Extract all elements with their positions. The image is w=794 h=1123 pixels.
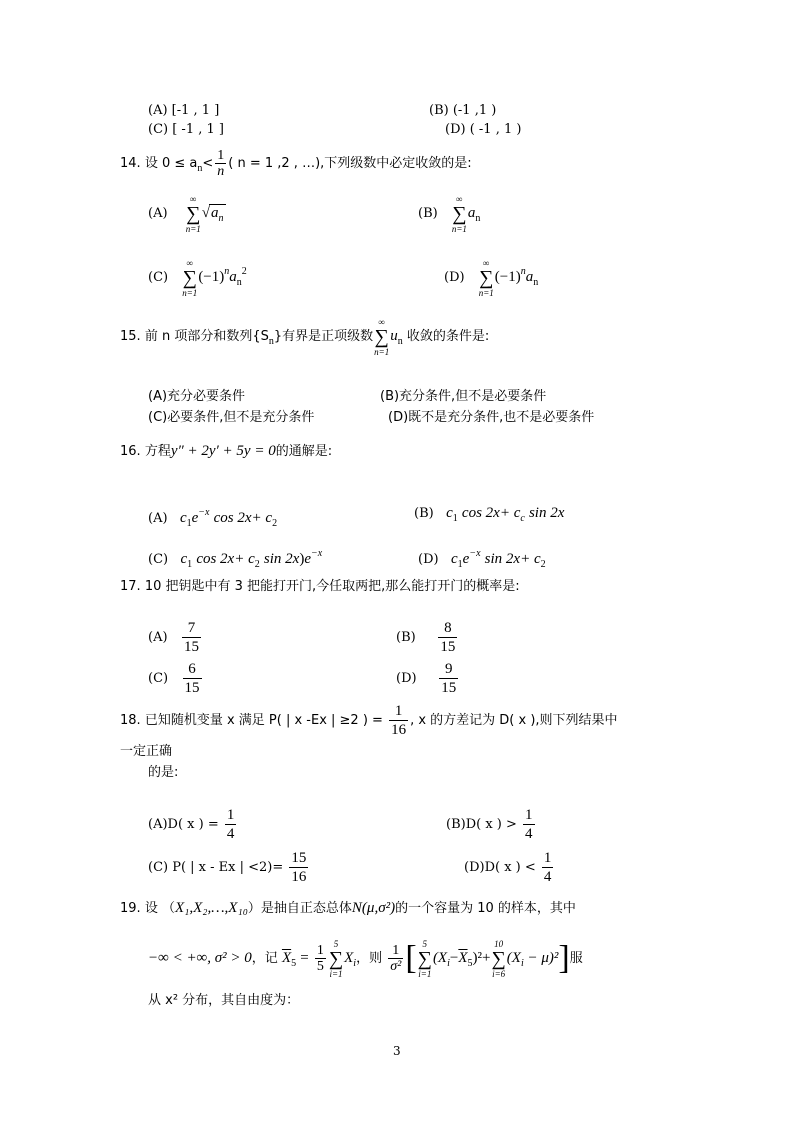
q18-option-c: (C) P( | x - Ex | <2)= $\frac{15}{16}$ — [148, 850, 307, 885]
q18-option-b: (B)D( x ) > $\frac{1}{4}$ — [446, 807, 533, 842]
q16-option-d: (D) $c_1e^{-x}$ $\sin 2x+ c_2$ — [418, 548, 546, 570]
q13-option-a: (A) [-1 , 1 ] — [148, 103, 220, 118]
q14-option-d: (D) ∞ ∑ n=1 $(-1)^na_n$ — [444, 257, 539, 298]
q18-line3: 的是: — [148, 765, 179, 780]
q18-stem: 18. 已知随机变量 x 满足 P( | x -Ex | ≥2 ) = $\frac{1}{16}$ , x 的方差记为 D( x ),则下列结果中 — [120, 703, 618, 738]
q13-option-d: (D) ( -1 , 1 ) — [445, 122, 522, 137]
q17-option-c: (C) $\frac{6}{15}$ — [148, 661, 200, 696]
q14-option-a: (A) ∞ ∑ n=1 $√a_n$ — [148, 193, 224, 234]
q15-option-a: (A)充分必要条件 — [148, 389, 246, 404]
q15-option-b: (B)充分条件,但不是必要条件 — [380, 389, 547, 404]
q17-option-d: (D) $\frac{9}{15}$ — [396, 661, 457, 696]
q15-option-c: (C)必要条件,但不是充分条件 — [148, 410, 315, 425]
q14-fraction: $\frac{1}{n}$ — [217, 148, 225, 179]
q17-stem: 17. 10 把钥匙中有 3 把能打开门,今任取两把,那么能打开门的概率是: — [120, 579, 520, 594]
q14-option-b: (B) ∞ ∑ n=1 $a_n$ — [418, 193, 481, 234]
q17-option-a: (A) $\frac{7}{15}$ — [148, 620, 199, 655]
q15-stem: 15. 前 n 项部分和数列$\{S_n\}$有界是正项级数 ∞ ∑ n=1 $u_n$ 收敛的条件是: — [120, 316, 490, 357]
q13-option-c: (C) [ -1 , 1 ] — [148, 122, 224, 137]
q18-option-d: (D)D( x ) < $\frac{1}{4}$ — [464, 850, 552, 885]
q18-line2: 一定正确 — [120, 744, 173, 759]
q18-option-a: (A)D( x ) = $\frac{1}{4}$ — [148, 807, 235, 842]
q16-stem: 16. 方程y″ + 2y′ + 5y = 0的通解是: — [120, 443, 333, 459]
q16-option-c: (C) $c_1$ $\cos 2x+ c_2$ $\sin 2x)e^{-x}$ — [148, 548, 323, 570]
q16-option-b: (B) $c_1$ $\cos 2x+ c_c$ sin 2x — [414, 505, 565, 524]
q16-option-a: (A) $c_1e^{-x}$ $\cos 2x+ c_2$ — [148, 507, 278, 529]
q19-formula: −∞ < +∞, σ² > 0，记 $\overline{X}_5$ = $\frac{1}{5}$ 5 ∑ i=1 $X_i$，则 $\frac{1}{\text{σ²}}$ [ 5 ∑ i=1 $(X_i-\overline{X}_5)^2+$ 10 ∑ i=6 $(X_i - \mu)^2$]服 — [148, 938, 583, 979]
q14-option-c: (C) ∞ ∑ n=1 $(-1)^na_n^2$ — [148, 257, 247, 298]
q13-option-b: (B) (-1 ,1 ) — [429, 103, 497, 118]
q19-line3: 从 x² 分布，其自由度为： — [148, 993, 300, 1008]
q15-option-d: (D)既不是充分条件,也不是必要条件 — [388, 410, 595, 425]
q19-stem: 19. 设 （X₁,X₂,…,X₁₀）是抽自正态总体N(μ,σ²)的一个容量为 10 的样本，其中 — [120, 900, 576, 916]
page-number: 3 — [393, 1044, 401, 1058]
q17-option-b: (B) $\frac{8}{15}$ — [396, 620, 456, 655]
q14-stem: 14. 设 $0 \le a_n<$ $\frac{1}{n}$ ( n = 1 ,2 , …),下列级数中必定收敛的是: — [120, 148, 472, 179]
